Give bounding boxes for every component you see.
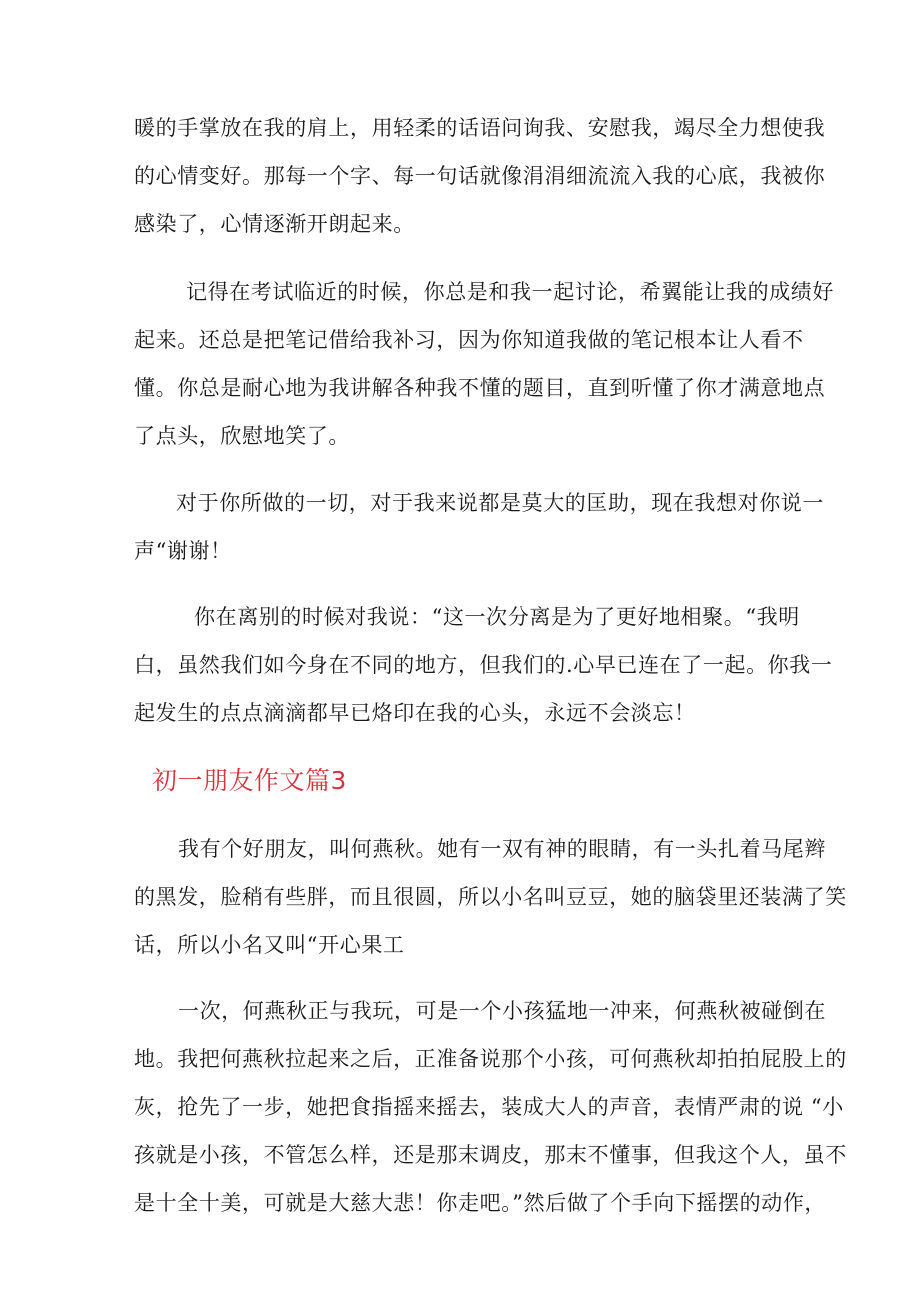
text-line: 的黑发，脸稍有些胖，而且很圆，所以小名叫豆豆，她的脑袋里还装满了笑: [134, 885, 847, 909]
text-line: 你在离别的时候对我说：“这一次分离是为了更好地相聚。“我明: [194, 605, 800, 629]
text-line: 感染了，心情逐渐开朗起来。: [134, 212, 415, 236]
text-line: 懂。你总是耐心地为我讲解各种我不懂的题目，直到听懂了你才满意地点: [134, 376, 826, 400]
text-line: 白，虽然我们如今身在不同的地方，但我们的.心早已连在了一起。你我一: [134, 653, 833, 677]
text-line: 灰，抢先了一步，她把食指摇来摇去，装成大人的声音，表情严肃的说 “小: [134, 1095, 844, 1119]
text-line: 地。我把何燕秋拉起来之后，正准备说那个小孩，可何燕秋却拍拍屁股上的: [134, 1047, 847, 1071]
text-line: 记得在考试临近的时候，你总是和我一起讨论，希翼能让我的成绩好: [186, 280, 834, 304]
text-line: 的心情变好。那每一个字、每一句话就像涓涓细流流入我的心底，我被你: [134, 164, 826, 188]
text-line: 起发生的点点滴滴都早已烙印在我的心头，永远不会淡忘！: [134, 701, 696, 725]
text-line: 暖的手掌放在我的肩上，用轻柔的话语问询我、安慰我，竭尽全力想使我: [134, 116, 826, 140]
text-line: 话，所以小名又叫“开心果工: [134, 933, 405, 957]
text-line: 声“谢谢！: [134, 539, 232, 563]
text-line: 是十全十美，可就是大慈大悲！你走吧。”然后做了个手向下摇摆的动作，: [134, 1191, 827, 1215]
section-heading: 初一朋友作文篇3: [152, 766, 347, 795]
text-line: 一次，何燕秋正与我玩，可是一个小孩猛地一冲来，何燕秋被碰倒在: [178, 999, 826, 1023]
text-line: 我有个好朋友，叫何燕秋。她有一双有神的眼睛，有一头扎着马尾辫: [178, 837, 826, 861]
text-line: 起来。还总是把笔记借给我补习，因为你知道我做的笔记根本让人看不: [134, 328, 804, 352]
text-line: 对于你所做的一切，对于我来说都是莫大的匡助，现在我想对你说一: [176, 491, 824, 515]
text-line: 孩就是小孩，不管怎么样，还是那末调皮，那末不懂事，但我这个人，虽不: [134, 1143, 847, 1167]
text-line: 了点头，欣慰地笑了。: [134, 424, 350, 448]
